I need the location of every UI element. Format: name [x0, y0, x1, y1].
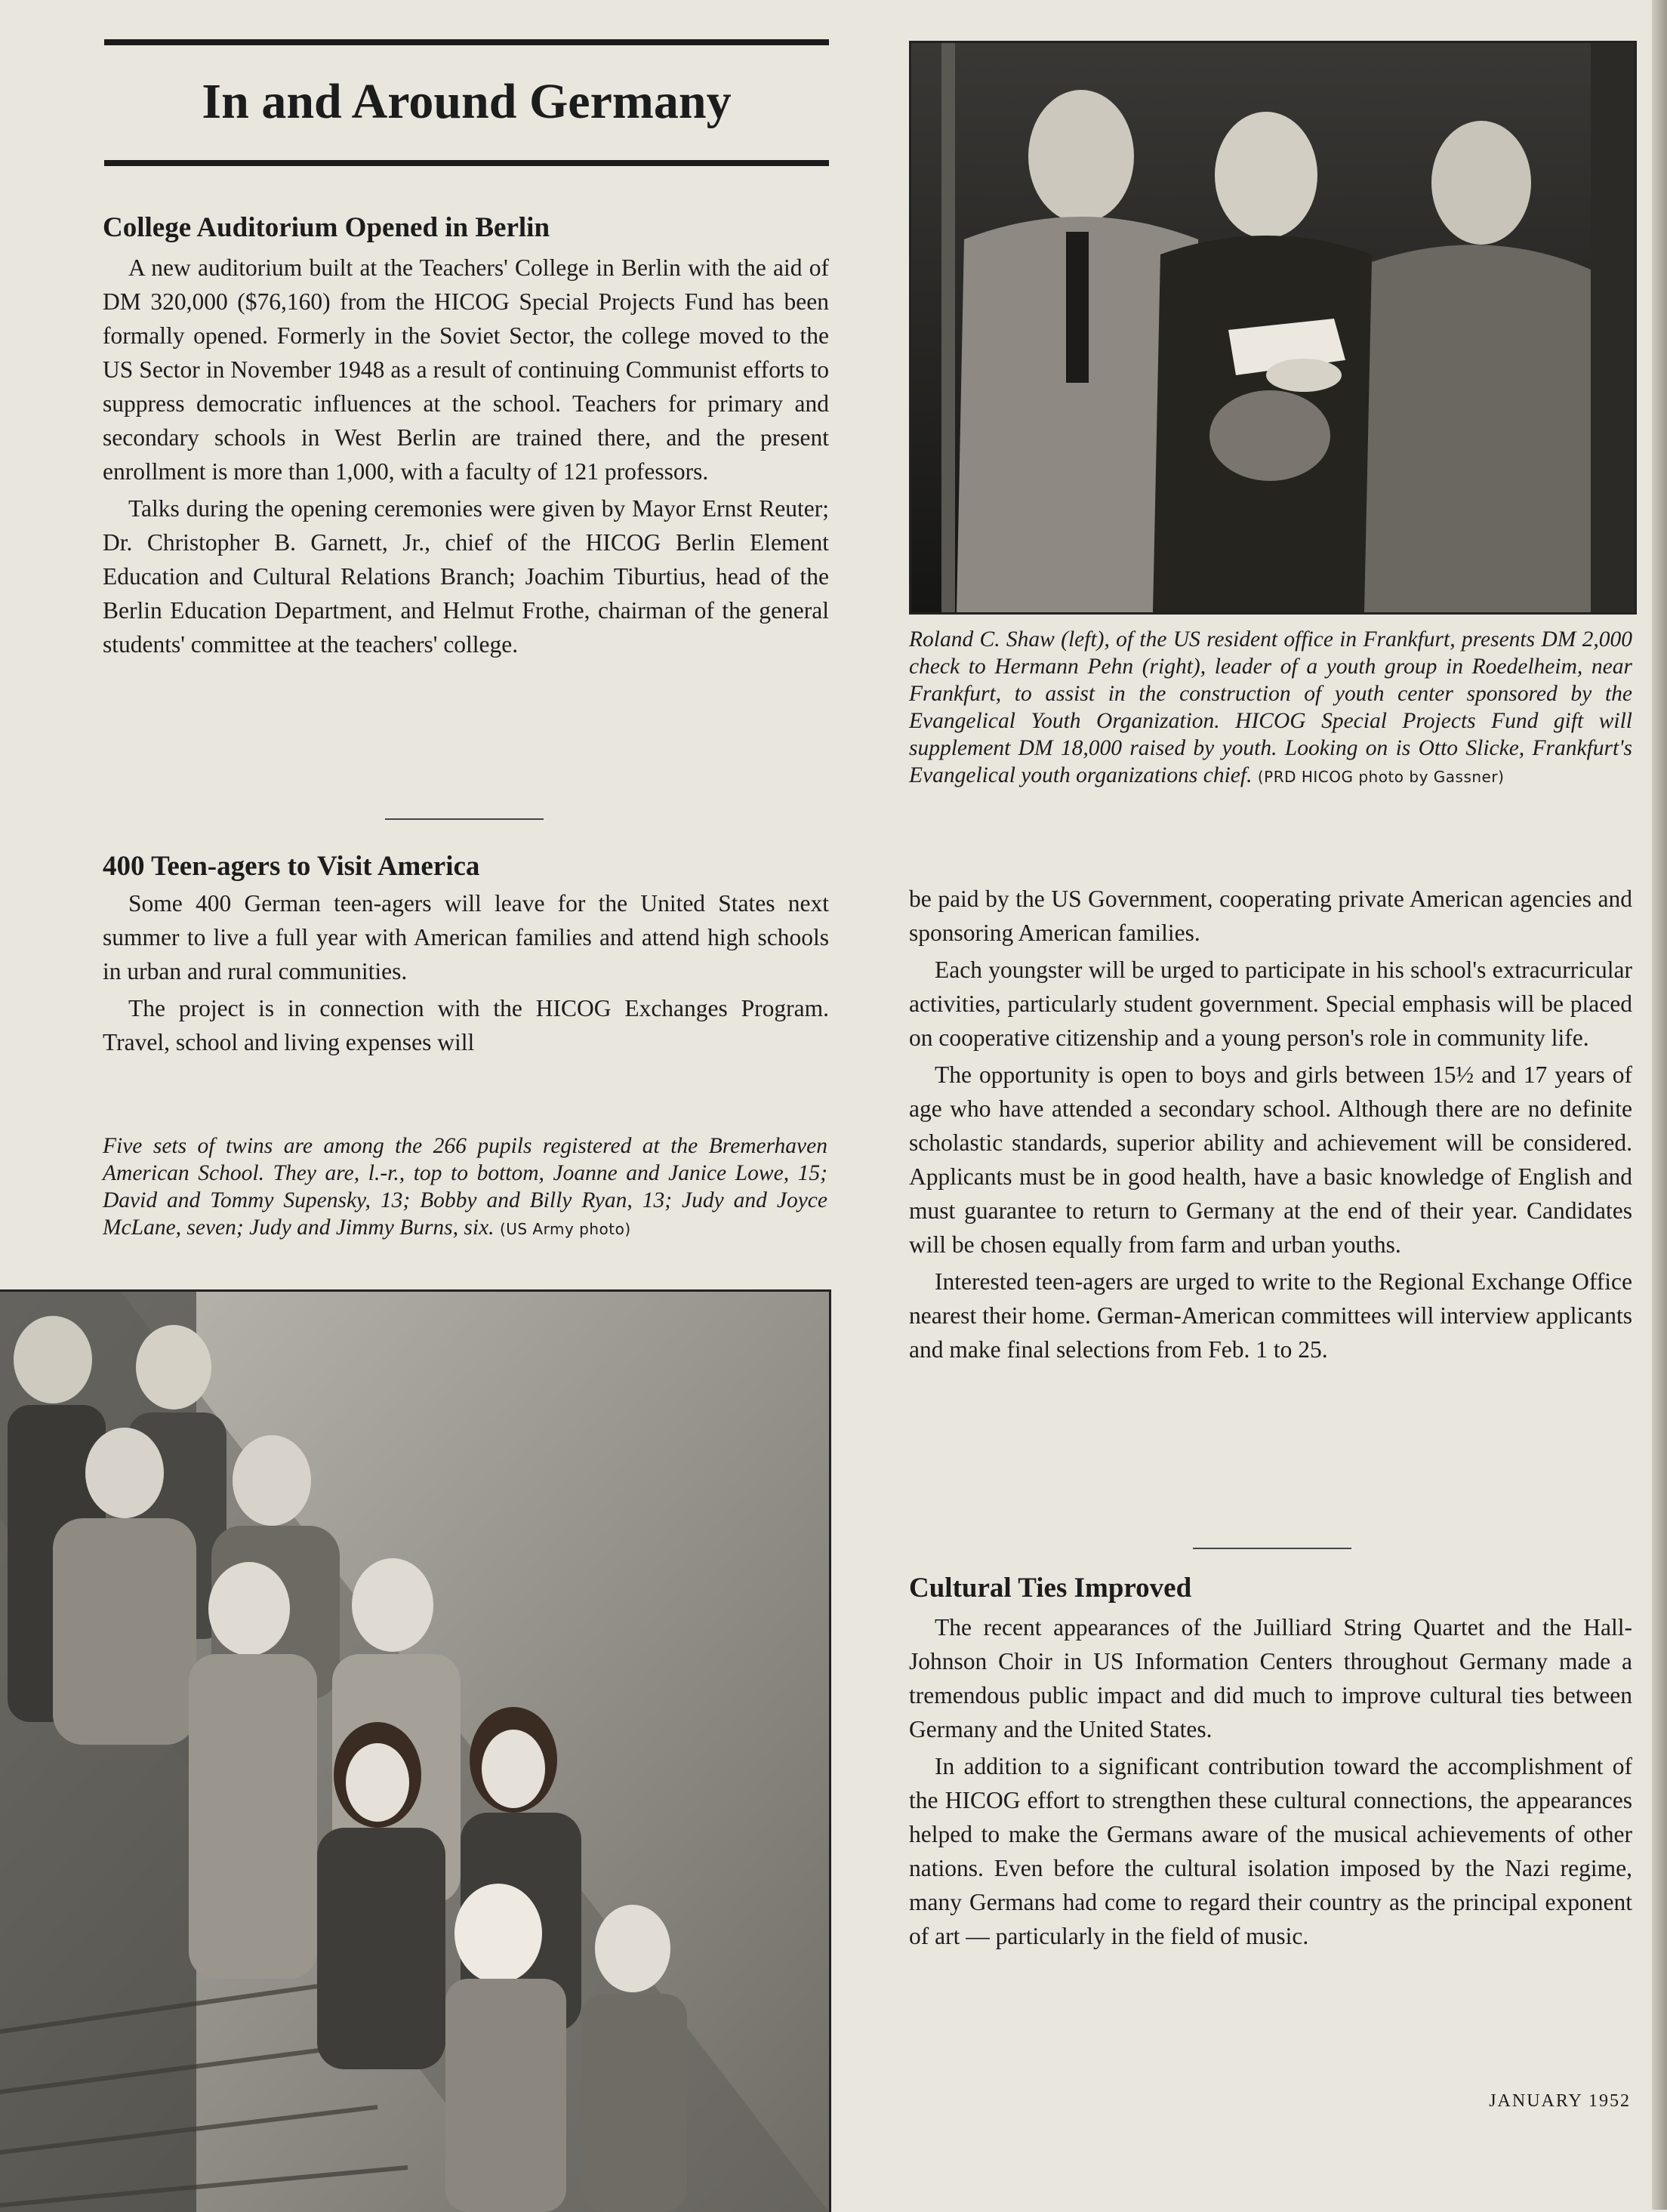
check-photo-credit: (PRD HICOG photo by Gassner) [1257, 768, 1505, 786]
article2-paragraph: The project is in connection with the HICOG Exchanges Program. Travel, school and living expenses will [103, 995, 829, 1055]
article1-paragraph: Talks during the opening ceremonies were given by Mayor Ernst Reuter; Dr. Christopher B. Garnett, Jr., chief of the HICOG Berlin Element Education and Cultural Relations Branch; Joachim Tiburtius, head of the Berlin Education Department, and Helmut Frothe, chairman of the general students' committee at the teachers' college. [103, 495, 829, 658]
article1-headline: College Auditorium Opened in Berlin [103, 212, 550, 243]
check-photo-caption [909, 626, 1632, 790]
title-bottom-rule [104, 160, 829, 166]
article1-body [103, 251, 829, 661]
check-caption-text: Roland C. Shaw (left), of the US resident office in Frankfurt, presents DM 2,000 check to Hermann Pehn (right), leader of a youth group in Roedelheim, near Frankfurt, to assist in the construction of youth center sponsored by the Evangelical Youth Organization. HICOG Special Projects Fund gift will supplement DM 18,000 raised by youth. Looking on is Otto Slicke, Frankfurt's Evangelical youth organizations chief. [909, 627, 1632, 787]
article2-continuation: be paid by the US Government, cooperating private American agencies and sponsoring American families. [909, 886, 1632, 946]
article2-paragraph: Interested teen-agers are urged to write to the Regional Exchange Office nearest their home. German-American committees will interview applicants and make final selections from Feb. 1 to 25. [909, 1268, 1632, 1363]
article2-body-right [909, 882, 1632, 1366]
article3-paragraph: In addition to a significant contribution toward the accomplishment of the HICOG effort to strengthen these cultural connections, the appearances helped to make the Germans aware of the musical achievements of other nations. Even before the cultural isolation imposed by the Nazi regime, many Germans had come to regard their country as the principal exponent of art — particularly in the field of music. [909, 1753, 1632, 1949]
article2-body-left [103, 886, 829, 1059]
twins-photo [0, 1289, 831, 2212]
section-divider [385, 818, 544, 820]
twins-photo-credit: (US Army photo) [499, 1220, 631, 1238]
article2-paragraph: Some 400 German teen-agers will leave for the United States next summer to live a full year with American families and attend high schools in urban and rural communities. [103, 890, 829, 984]
twins-photo-caption [103, 1132, 827, 1243]
section-divider [1193, 1548, 1351, 1549]
page-edge-shadow [1652, 0, 1667, 2210]
article3-body [909, 1610, 1632, 1953]
article2-paragraph: Each youngster will be urged to participate in his school's extracurricular activities, particularly student government. Special emphasis will be placed on cooperative citizenship and a young person's role in community life. [909, 957, 1632, 1051]
twins-caption-text: Five sets of twins are among the 266 pupils registered at the Bremerhaven American School. They are, l.-r., top to bottom, Joanne and Janice Lowe, 15; David and Tommy Supensky, 13; Bobby and Billy Ryan, 13; Judy and Joyce McLane, seven; Judy and Jimmy Burns, six. [103, 1134, 827, 1240]
twins-photo-image [0, 1292, 829, 2212]
page-footer: JANUARY 1952 [1489, 2091, 1631, 2111]
article1-paragraph: A new auditorium built at the Teachers' College in Berlin with the aid of DM 320,000 ($76,160) from the HICOG Special Projects Fund has been formally opened. Formerly in the Soviet Sector, the college moved to the US Sector in November 1948 as a result of continuing Communist efforts to suppress democratic influences at the school. Teachers for primary and secondary schools in West Berlin are trained there, and the present enrollment is more than 1,000, with a faculty of 121 professors. [103, 254, 829, 485]
article3-headline: Cultural Ties Improved [909, 1573, 1192, 1604]
check-presentation-photo [909, 41, 1637, 615]
article2-paragraph: The opportunity is open to boys and girls between 15½ and 17 years of age who have attended a secondary school. Although there are no definite scholastic standards, superior ability and achievement will be considered. Applicants must be in good health, have a basic knowledge of English and must guarantee to return to Germany at the end of their year. Candidates will be chosen equally from farm and urban youths. [909, 1061, 1632, 1258]
page-title: In and Around Germany [202, 74, 732, 129]
check-presentation-image [911, 43, 1635, 612]
article2-headline: 400 Teen-agers to Visit America [103, 851, 480, 882]
article3-paragraph: The recent appearances of the Juilliard String Quartet and the Hall-Johnson Choir in US Information Centers throughout Germany made a tremendous public impact and did much to improve cultural ties between Germany and the United States. [909, 1614, 1632, 1742]
